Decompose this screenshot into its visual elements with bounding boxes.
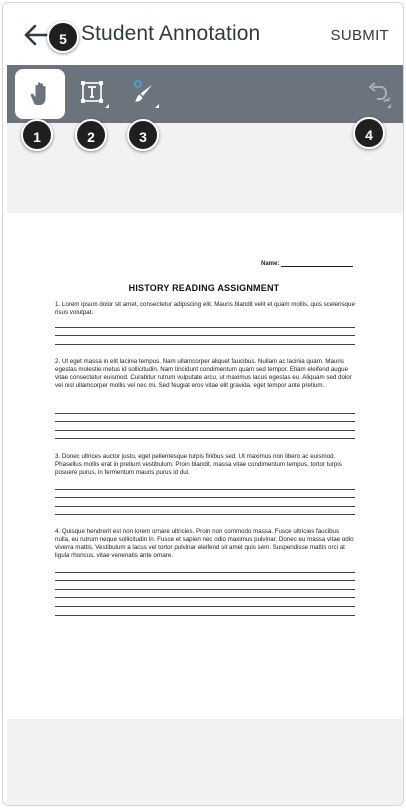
question-2: 2. Ut eget massa in elit lacinia tempus. Nam ullamcorper aliquet faucibus. Nullam ac lacinia quam. Mauris egestas molestie metus id sollicitudin. Nam tincidunt condimentum quam sed tempor. Etiam eleifend augue vitae consectetur euismod. Curabitur rutrum vulputate arcu, ut maximus lacus egestas eu. Aliquam sed dolor vel nisl ullamcorper mollis vel nec mi. Sed feugiat eros vitae elit gravida, eget tempor ante pretium. xyxy=(55,358,352,389)
pan-tool-button[interactable] xyxy=(15,69,65,119)
answer-lines-4 xyxy=(55,564,355,616)
viewer-padding-bottom xyxy=(7,719,403,806)
annotation-toolbar xyxy=(7,65,403,123)
callout-badge-4: 4 xyxy=(353,117,385,149)
answer-lines-3 xyxy=(55,481,355,515)
callout-badge-2: 2 xyxy=(75,119,107,151)
callout-badge-3: 3 xyxy=(127,119,159,151)
answer-lines-2 xyxy=(55,405,355,439)
question-1: 1. Lorem ipsum dolor sit amet, consectetur adipiscing elit. Mauris blandit velit et quam mollis, quis scelerisque risus volutpat. xyxy=(55,301,355,316)
submit-button[interactable]: SUBMIT xyxy=(330,27,389,44)
undo-redo-button[interactable] xyxy=(351,69,401,119)
callout-badge-5: 5 xyxy=(47,21,79,53)
callout-badge-1: 1 xyxy=(21,119,53,151)
draw-tool-button[interactable] xyxy=(119,69,169,119)
viewer-padding-top xyxy=(7,123,403,213)
text-tool-button[interactable] xyxy=(69,69,119,119)
undo-redo-icon xyxy=(351,69,401,119)
paintbrush-icon xyxy=(119,69,169,119)
document-title: HISTORY READING ASSIGNMENT xyxy=(128,283,280,293)
answer-lines-1 xyxy=(55,319,355,345)
name-field-label: Name: xyxy=(261,261,353,267)
app-frame xyxy=(2,2,404,806)
text-box-icon xyxy=(69,69,119,119)
question-4: 4. Quisque hendrerit est non lorem ornare ultricies. Proin non commodo massa. Fusce ultricies faucibus nulla, eu rutrum neque sollicitudin in. Fusce et sapien nec odio maximus pulvinar. Donec eu massa vitae odio viverra mattis. Vestibulum a lacus vel tortor pulvinar eleifend sit amet quis sem. Suspendisse mattis orci at ligula rhoncus, vitae venenatis ante ornare. xyxy=(55,528,354,559)
question-3: 3. Donec ultrices auctor justo, eget pellentesque turpis finibus sed. Ut maximus non libero ac euismod. Phasellus mollis erat in pretium vestibulum. Proin blandit, massa vitae condimentum tempus, tortor turpis posuere purus, in fermentum mauris purus id dui. xyxy=(55,453,342,476)
hand-icon xyxy=(15,69,65,119)
page-title: Student Annotation xyxy=(81,22,261,45)
